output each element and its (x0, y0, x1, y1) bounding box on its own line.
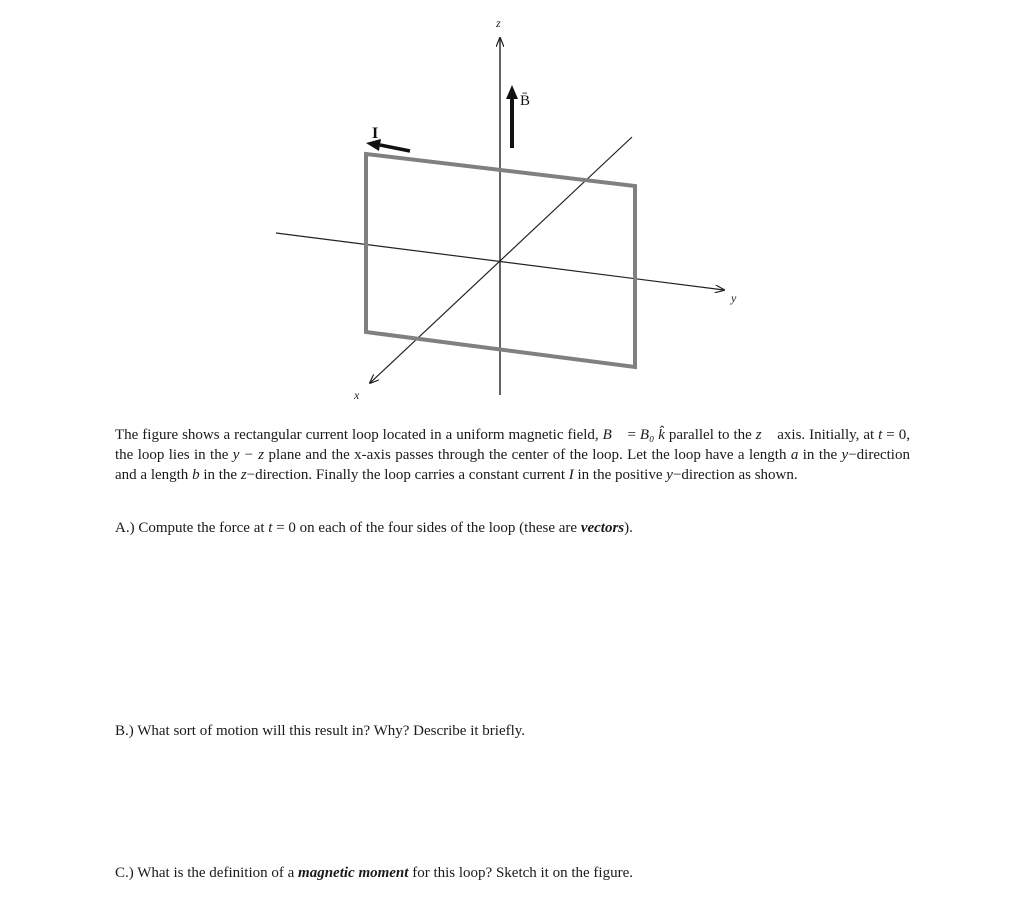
loop-diagram (0, 0, 1024, 420)
b-field-arrow-head (506, 85, 518, 99)
problem-statement: The figure shows a rectangular current loop located in a uniform magnetic field, B⃗ = B₀ k̂ parallel to the z⃗ axis. Initially, at t = 0, the loop lies in the y − z plane and the x-axis passes through the center of the loop. Let the loop have a length a in the y−direction and a length b in the z−direction. Finally the loop carries a constant current I in the positive y−direction as shown. (115, 427, 910, 483)
question-c: C.) What is the definition of a magnetic moment for this loop? Sketch it on the figure. (115, 865, 633, 881)
x-axis (370, 137, 632, 383)
y-axis-label: y (731, 291, 737, 305)
current-label: I (372, 125, 379, 142)
z-axis-label: z (496, 16, 501, 30)
current-arrow (380, 145, 410, 151)
question-a: A.) Compute the force at t = 0 on each of the four sides of the loop (these are vectors). (115, 520, 633, 536)
x-axis-label: x (354, 388, 360, 402)
question-b: B.) What sort of motion will this result in? Why? Describe it briefly. (115, 723, 526, 739)
b-field-label: B̄ (520, 93, 531, 109)
